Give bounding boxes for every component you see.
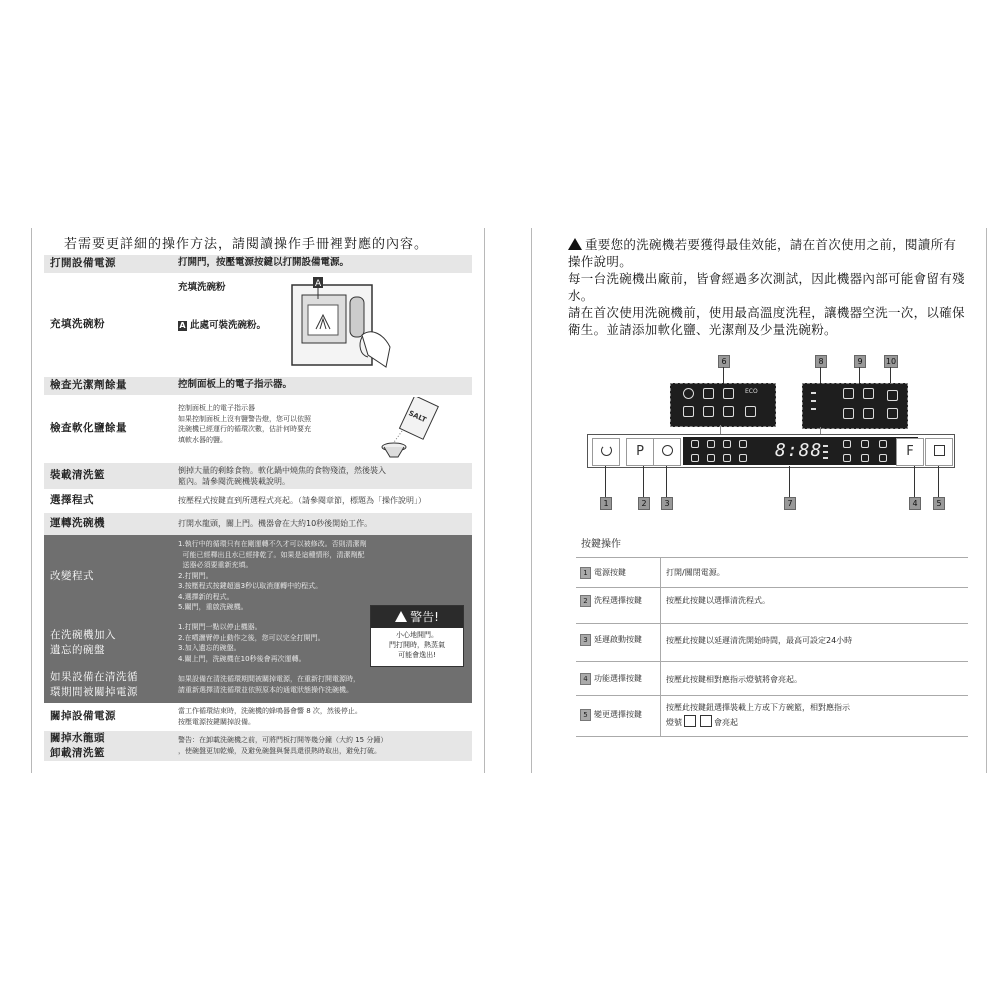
key-row <box>576 587 968 624</box>
warning-text: 小心地開門。 門打開時，熱蒸氣 可能會逸出! <box>389 631 445 659</box>
glass-icon <box>723 388 734 399</box>
detergent-dispenser-illustration <box>288 275 392 375</box>
key-row <box>576 557 968 588</box>
row-desc-title: 充填洗碗粉 <box>178 282 226 293</box>
key-row <box>576 661 968 696</box>
key-number: 5 <box>580 709 591 721</box>
rack-select-button[interactable] <box>925 438 953 466</box>
row-desc: 按壓程式按鍵直到所選程式亮起。（請參閱章節，標題為「操作說明」） <box>178 496 426 505</box>
lower-rack-icon <box>863 388 874 399</box>
key-desc: 按壓此按鍵相對應指示燈號將會亮起。 <box>666 675 802 684</box>
key-desc: 按壓此按鍵以選擇清洗程式。 <box>666 596 770 605</box>
center-line-left <box>484 228 485 773</box>
row-desc: 警告：在卸載洗碗機之前，可將門板打開等幾分鐘（大約 15 分鐘） ，使碗盤更加乾燥，及避免碗盤與餐具還很熱時取出，避免打破。 <box>178 736 388 755</box>
key-row <box>576 623 968 662</box>
row-label: 檢查軟化鹽餘量 <box>50 422 127 434</box>
key-number: 1 <box>580 567 591 579</box>
table-row <box>44 703 472 732</box>
table-row <box>44 667 472 704</box>
rinse-aid-icon <box>843 408 854 419</box>
key-desc: 按壓此按鍵鈕選擇裝載上方或下方碗籃，相對應指示 <box>666 703 850 712</box>
row-label: 打開設備電源 <box>50 257 116 269</box>
svg-text:A: A <box>315 279 322 289</box>
row-label: 充填洗碗粉 <box>50 318 105 330</box>
row-label: 改變程式 <box>50 570 94 582</box>
table-row <box>44 377 472 396</box>
key-number: 2 <box>580 595 591 607</box>
row-desc-note: A 此處可裝洗碗粉。 <box>179 320 267 331</box>
rack-icon <box>934 445 945 456</box>
callout-6: 6 <box>718 355 730 368</box>
row-label: 裝載清洗籃 <box>50 469 105 481</box>
table-row <box>44 255 472 274</box>
display-screen <box>683 437 918 465</box>
eco-label: ECO <box>745 388 758 395</box>
pot-icon <box>703 388 714 399</box>
program-button[interactable]: P <box>626 438 654 466</box>
callout-1: 1 <box>600 497 612 510</box>
left-margin-line <box>31 228 32 773</box>
callout-5: 5 <box>933 497 945 510</box>
key-number: 4 <box>580 673 591 685</box>
table-row <box>44 731 472 761</box>
function-indicator-popup <box>802 383 908 429</box>
row-label: 運轉洗碗機 <box>50 517 105 529</box>
key-desc: 打開/關閉電源。 <box>666 568 725 577</box>
key-label: 電源按鍵 <box>594 568 626 577</box>
clock-icon <box>662 445 673 456</box>
rapid-icon <box>683 406 694 417</box>
callout-2: 2 <box>638 497 650 510</box>
row-label: 檢查光潔劑餘量 <box>50 379 127 391</box>
row-label: 選擇程式 <box>50 494 94 506</box>
90min-icon <box>703 406 714 417</box>
salt-icon <box>863 408 874 419</box>
soak-icon <box>745 406 756 417</box>
control-panel <box>587 434 955 468</box>
row-desc: 控制面板上的電子指示器。 <box>178 379 293 390</box>
key-label: 變更選擇按鍵 <box>594 710 642 719</box>
warning-icon <box>395 611 407 622</box>
key-label: 延遲啟動按鍵 <box>594 635 642 644</box>
callout-9: 9 <box>854 355 866 368</box>
center-line-right <box>531 228 532 773</box>
callout-8: 8 <box>815 355 827 368</box>
lower-rack-icon <box>700 715 712 727</box>
row-desc: 打開門，按壓電源按鍵以打開設備電源。 <box>178 257 350 268</box>
table-row <box>44 395 472 464</box>
marker-a: A <box>179 321 186 330</box>
important-note: 重要您的洗碗機若要獲得最佳效能，請在首次使用之前，閱讀所有操作說明。 每一台洗碗機出廠前，皆會經過多次測試，因此機器內部可能會留有殘水。 請在首次使用洗碗機前，使用最高溫度洗程，讓機器空洗一次，以確保衛生。並請添加軟化鹽、光潔劑及少量洗碗粉。 <box>568 237 965 337</box>
key-label: 洗程選擇按鍵 <box>594 596 642 605</box>
upper-rack-icon <box>684 715 696 727</box>
row-desc: 如果設備在清洗循環期間被關掉電源，在重新打開電源時， 請重新選擇清洗循環並依照原本的通電狀態操作洗碗機。 <box>178 675 360 694</box>
rack-select-icon <box>887 390 898 401</box>
callout-3: 3 <box>661 497 673 510</box>
upper-rack-icon <box>843 388 854 399</box>
delay-button[interactable] <box>653 438 681 466</box>
warning-header: 警告! <box>371 606 463 628</box>
callout-10: 10 <box>885 357 897 366</box>
table-row <box>44 273 472 378</box>
key-number: 3 <box>580 634 591 646</box>
time-digits: 8:88 <box>775 440 823 461</box>
salt-pouring-illustration <box>378 397 440 461</box>
row-label: 關掉水龍頭 卸載清洗籃 <box>50 732 105 759</box>
key-label: 功能選擇按鍵 <box>594 674 642 683</box>
child-lock-icon <box>887 408 898 419</box>
salt-label: SALT <box>407 409 428 425</box>
row-label: 如果設備在清洗循 環期間被關掉電源 <box>50 671 138 698</box>
row-desc: 1.執行中的循環只有在剛運轉不久才可以被修改。否則清潔劑 可能已經釋出且水已經排乾了。如果是這種情形，清潔劑配 送器必須要重新充填。 2.打開門。 3.按壓程式按鍵超過3秒以取消運轉中的程式。 4.選擇新的程式。 5.關門，重啟洗碗機。 <box>178 540 367 611</box>
row-desc: 當工作循環結束時，洗碗機的蜂鳴器會響 8 次，然後停止。 按壓電源按鍵關掉設備。 <box>178 707 362 726</box>
callout-4: 4 <box>909 497 921 510</box>
function-button[interactable]: F <box>896 438 924 466</box>
row-desc: 控制面板上的電子指示器 如果控制面板上沒有鹽警告燈，您可以依照 洗碗機已經運行的循環次數，估計何時要充 填軟水器的鹽。 <box>178 404 311 444</box>
key-table-divider <box>660 557 661 736</box>
table-row <box>44 513 472 536</box>
warning-box <box>370 605 464 667</box>
key-desc: 按壓此按鍵以延遲清洗開始時間，最高可設定24小時 <box>666 636 853 645</box>
row-label: 關掉設備電源 <box>50 710 116 722</box>
table-row <box>44 463 472 490</box>
power-button[interactable] <box>592 438 620 466</box>
row-desc: 打開水龍頭，關上門。機器會在大約10秒後開始工作。 <box>178 519 373 528</box>
half-icon <box>723 406 734 417</box>
power-icon <box>601 445 612 456</box>
warning-icon <box>568 238 582 250</box>
row-desc: 倒掉大量的剩餘食物。軟化鍋中燒焦的食物殘渣，然後裝入 籃內。請參閱洗碗機裝載說明。 <box>178 466 386 486</box>
right-margin-line <box>986 228 987 773</box>
callout-7: 7 <box>784 497 796 510</box>
left-intro-heading: 若需要更詳細的操作方法，請閱讀操作手冊裡對應的內容。 <box>64 237 429 252</box>
key-operation-title: 按鍵操作 <box>581 539 621 550</box>
key-row <box>576 695 968 737</box>
key-desc-line2: 燈號 會亮起 <box>666 715 738 729</box>
table-row <box>44 489 472 514</box>
auto-icon <box>683 388 694 399</box>
program-indicator-popup <box>670 383 776 427</box>
row-desc: 1.打開門一點以停止機器。 2.在噴灑臂停止動作之後，您可以完全打開門。 3.加入遺忘的碗盤。 4.關上門，洗碗機在10秒後會再次運轉。 <box>178 623 325 663</box>
row-label: 在洗碗機加入 遺忘的碗盤 <box>50 629 116 656</box>
